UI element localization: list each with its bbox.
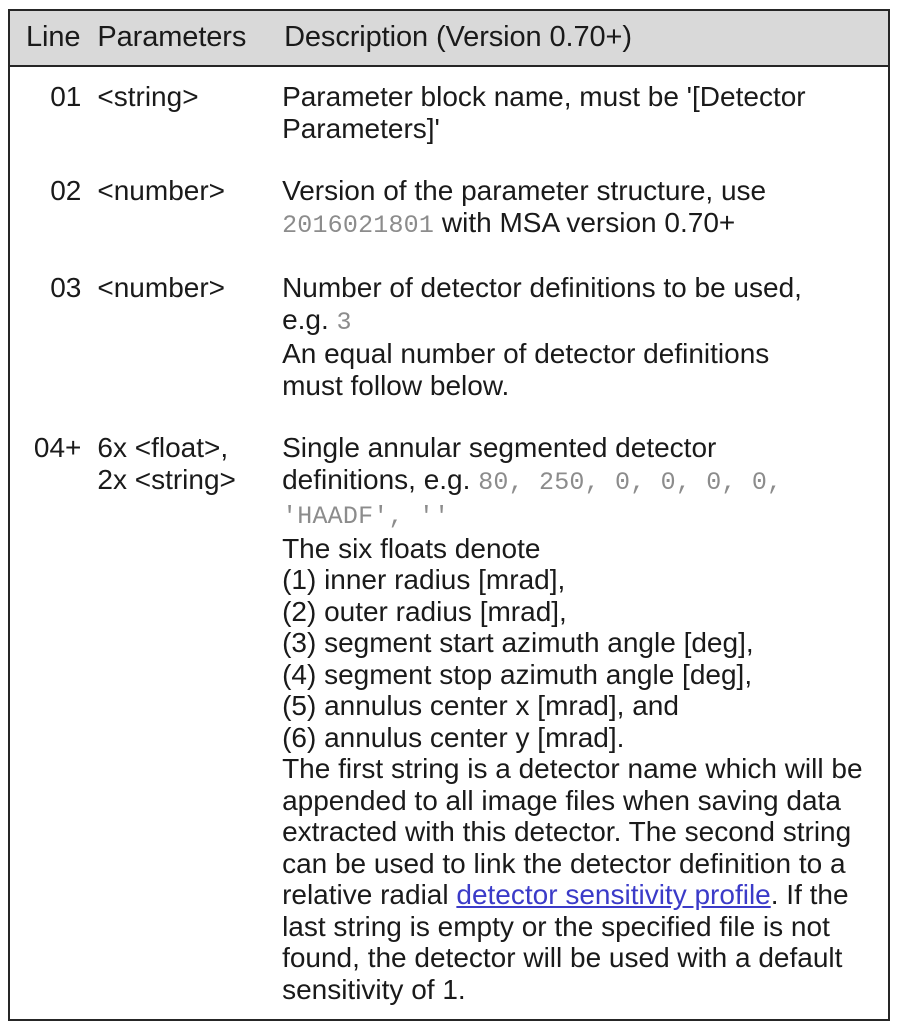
table-row (9, 166, 889, 263)
column-header-description: Description (Version 0.70+) (284, 21, 632, 53)
table-header-row (9, 10, 889, 66)
cell-line-number: 04+ (33, 432, 82, 463)
cell-description (282, 66, 889, 166)
table-header (9, 10, 889, 66)
cell-parameters: <string> (97, 81, 199, 112)
table-body (9, 66, 889, 1020)
column-header-line: Line (26, 21, 81, 53)
description-text: . If the last string is empty or the specified file is not found, the detector will be used with a default sensitivity of 1. (282, 879, 849, 1005)
parameter-line: 6x <float>, (97, 432, 229, 463)
description-line: Parameters]' (282, 112, 440, 144)
description-text: The first string is a detector name which will be appended to all image files when saving data extracted with this detector. The second string can be used to link the detector definition to a relative radial (282, 753, 863, 910)
cell-parameters: <number> (97, 175, 226, 206)
code-value: 80, 250, 0, 0, 0, 0, (478, 467, 783, 497)
parameter-line: 2x <string> (97, 463, 236, 495)
description-paragraph (282, 753, 862, 1005)
cell-line-number: 03 (50, 272, 82, 303)
cell-description (282, 263, 889, 423)
description-line (282, 498, 880, 533)
cell-description (282, 166, 889, 263)
code-value: 'HAADF', '' (282, 502, 450, 531)
float-item: (6) annulus center y [mrad]. (282, 721, 625, 753)
description-line: An equal number of detector definitions (282, 338, 770, 369)
cell-line-number: 01 (50, 81, 82, 112)
cell-description (282, 423, 889, 1020)
description-line (282, 207, 880, 242)
description-text: with MSA version 0.70+ (441, 206, 736, 238)
code-value: 2016021801 (282, 210, 435, 240)
cell-parameters (97, 423, 282, 1020)
float-item: (3) segment start azimuth angle [deg], (282, 627, 754, 658)
float-item: (2) outer radius [mrad], (282, 595, 567, 627)
description-line: Version of the parameter structure, use (282, 175, 767, 206)
description-text: definitions, e.g. (282, 463, 471, 495)
table-row (9, 423, 889, 1020)
table-row (9, 263, 889, 423)
description-line (282, 304, 880, 339)
description-line: Number of detector definitions to be used, (282, 272, 802, 303)
cell-line-number: 02 (50, 175, 82, 206)
float-item: (5) annulus center x [mrad], and (282, 690, 679, 721)
table-row (9, 66, 889, 166)
float-item: (4) segment stop azimuth angle [deg], (282, 658, 753, 690)
cell-parameters: <number> (97, 272, 226, 303)
description-line: Parameter block name, must be '[Detector (282, 81, 806, 112)
eg-label: e.g. (282, 303, 329, 335)
description-line (282, 464, 880, 499)
detector-parameters-table (8, 9, 890, 1021)
description-line: must follow below. (282, 369, 510, 401)
description-line: Single annular segmented detector (282, 432, 717, 463)
description-line: The six floats denote (282, 532, 541, 564)
code-value: 3 (336, 307, 352, 337)
column-header-parameters: Parameters (97, 21, 247, 53)
float-item: (1) inner radius [mrad], (282, 564, 566, 595)
detector-sensitivity-profile-link[interactable]: detector sensitivity profile (456, 879, 771, 910)
